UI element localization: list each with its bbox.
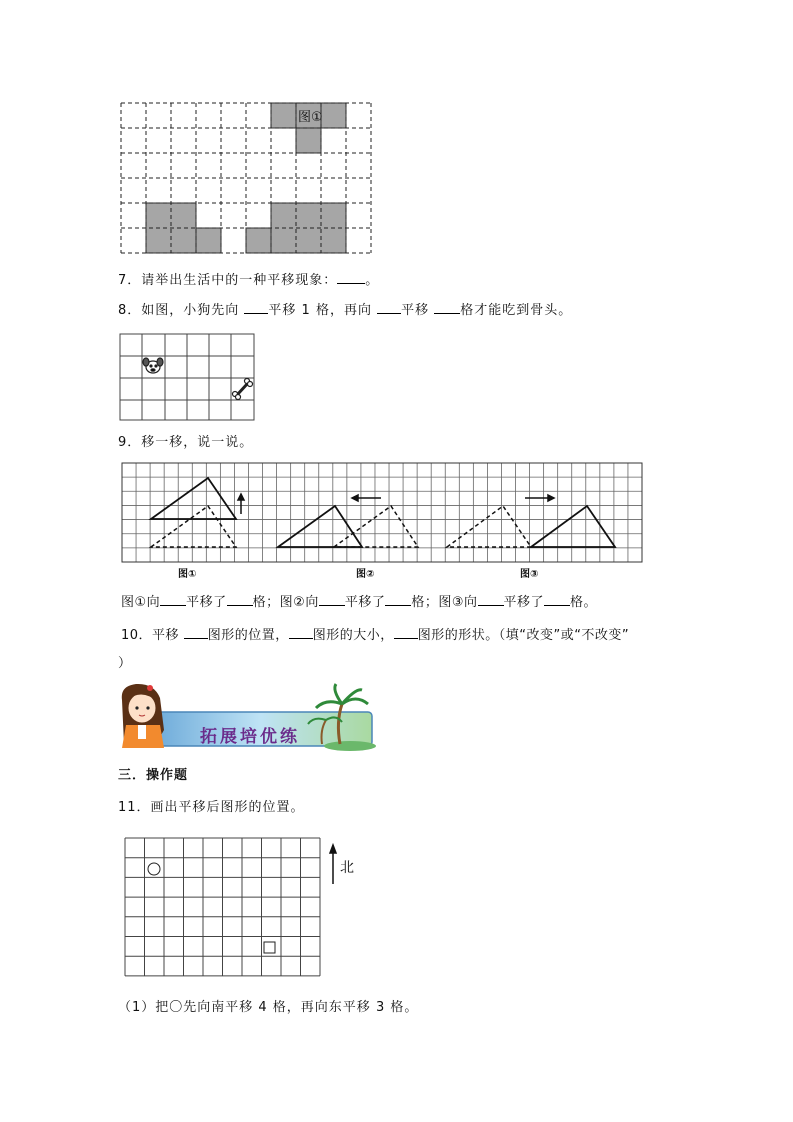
q7-end: 。 [365, 273, 380, 288]
q9-label-2: 图② [356, 569, 375, 580]
q10-part-2: 图形的位置， [207, 628, 289, 643]
q9-ans-text-7: 格。 [570, 595, 598, 610]
circle-shape [148, 863, 160, 875]
q9-ans-text-4: 平移了 [344, 595, 386, 610]
q8-part-3: 平移 [401, 303, 435, 318]
q8-part-2: 平移 1 格，再向 [268, 303, 378, 318]
q8-part-1: 8．如图，小狗先向 [118, 303, 245, 318]
q9-label-3: 图③ [520, 569, 539, 580]
question-10-close: ） [118, 656, 133, 671]
q9-label-1: 图① [178, 569, 197, 580]
q8-part-4: 格才能吃到骨头。 [460, 303, 573, 318]
section-3-title: 三．操作题 [118, 768, 189, 783]
question-11-sub-1: （1）把〇先向南平移 4 格，再向东平移 3 格。 [118, 1000, 419, 1015]
north-label: 北 [340, 860, 354, 876]
q9-ans-text-6: 平移了 [503, 595, 545, 610]
north-arrow-icon [330, 845, 336, 884]
q9-ans-text-5: 格；图③向 [411, 595, 478, 610]
q9-ans-text-1: 图①向 [121, 595, 161, 610]
square-shape [264, 942, 275, 953]
q9-ans-text-2: 平移了 [186, 595, 227, 610]
question-11-title: 11．画出平移后图形的位置。 [118, 800, 305, 815]
q10-part-3: 图形的大小， [312, 628, 394, 643]
banner-title: 拓展培优练 [200, 727, 300, 747]
q9-ans-text-3: 格；图②向 [252, 595, 319, 610]
figure-1-label: 图① [298, 110, 323, 125]
question-9-title: 9．移一移，说一说。 [118, 435, 254, 450]
q7-text: 7．请举出生活中的一种平移现象： [118, 273, 338, 288]
q10-part-4: 图形的形状。（填“改变”或“不改变” [417, 628, 630, 643]
q10-part-1: 10．平移 [121, 628, 184, 643]
